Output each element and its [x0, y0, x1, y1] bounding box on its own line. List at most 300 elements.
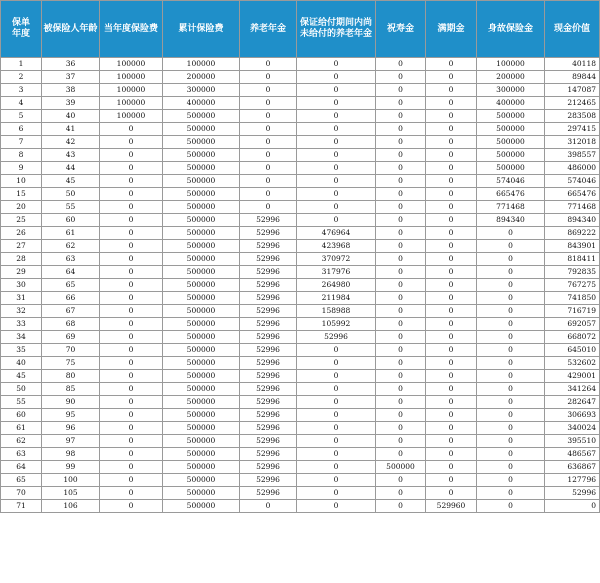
- cell-policy-year: 34: [1, 331, 42, 344]
- cell-insured-age: 36: [42, 58, 100, 71]
- header-insured-age: 被保险人年龄: [42, 1, 100, 58]
- cell-cumulative-premium: 500000: [163, 266, 240, 279]
- cell-annuity: 52996: [240, 357, 297, 370]
- cell-policy-year: 1: [1, 58, 42, 71]
- cell-death-benefit: 0: [477, 500, 545, 513]
- cell-annual-premium: 0: [100, 188, 163, 201]
- cell-maturity-benefit: 0: [426, 201, 477, 214]
- cell-insured-age: 69: [42, 331, 100, 344]
- table-row: [1, 188, 600, 201]
- cell-cumulative-premium: 500000: [163, 461, 240, 474]
- cell-policy-year: 63: [1, 448, 42, 461]
- cell-annual-premium: 100000: [100, 71, 163, 84]
- cell-longevity-benefit: 0: [376, 162, 426, 175]
- cell-maturity-benefit: 0: [426, 253, 477, 266]
- cell-insured-age: 80: [42, 370, 100, 383]
- cell-policy-year: 65: [1, 474, 42, 487]
- table-row: [1, 97, 600, 110]
- cell-cash-value: 894340: [545, 214, 600, 227]
- cell-death-benefit: 0: [477, 344, 545, 357]
- cell-cumulative-premium: 500000: [163, 123, 240, 136]
- cell-unpaid-guaranteed-annuity: 0: [297, 97, 376, 110]
- cell-cumulative-premium: 500000: [163, 188, 240, 201]
- cell-insured-age: 42: [42, 136, 100, 149]
- cell-unpaid-guaranteed-annuity: 52996: [297, 331, 376, 344]
- cell-cumulative-premium: 500000: [163, 279, 240, 292]
- cell-longevity-benefit: 0: [376, 396, 426, 409]
- cell-annuity: 0: [240, 110, 297, 123]
- cell-death-benefit: 0: [477, 474, 545, 487]
- table-row: [1, 84, 600, 97]
- cell-death-benefit: 0: [477, 331, 545, 344]
- cell-cash-value: 429001: [545, 370, 600, 383]
- cell-annuity: 52996: [240, 318, 297, 331]
- cell-cash-value: 52996: [545, 487, 600, 500]
- cell-death-benefit: 0: [477, 461, 545, 474]
- table-row: [1, 500, 600, 513]
- cell-cumulative-premium: 500000: [163, 500, 240, 513]
- cell-annual-premium: 100000: [100, 97, 163, 110]
- cell-annual-premium: 0: [100, 500, 163, 513]
- cell-unpaid-guaranteed-annuity: 370972: [297, 253, 376, 266]
- table-row: [1, 175, 600, 188]
- cell-longevity-benefit: 0: [376, 409, 426, 422]
- header-line: 保单: [11, 18, 30, 28]
- cell-insured-age: 99: [42, 461, 100, 474]
- cell-cash-value: 843901: [545, 240, 600, 253]
- cell-unpaid-guaranteed-annuity: 0: [297, 357, 376, 370]
- cell-cumulative-premium: 500000: [163, 292, 240, 305]
- cell-policy-year: 33: [1, 318, 42, 331]
- cell-annual-premium: 0: [100, 370, 163, 383]
- cell-maturity-benefit: 0: [426, 448, 477, 461]
- cell-insured-age: 65: [42, 279, 100, 292]
- table-row: [1, 435, 600, 448]
- cell-annuity: 52996: [240, 396, 297, 409]
- cell-cumulative-premium: 100000: [163, 58, 240, 71]
- cell-maturity-benefit: 0: [426, 136, 477, 149]
- table-row: [1, 331, 600, 344]
- cell-death-benefit: 200000: [477, 71, 545, 84]
- cell-death-benefit: 0: [477, 266, 545, 279]
- cell-policy-year: 30: [1, 279, 42, 292]
- cell-annuity: 0: [240, 84, 297, 97]
- cell-policy-year: 10: [1, 175, 42, 188]
- cell-maturity-benefit: 0: [426, 396, 477, 409]
- cell-maturity-benefit: 0: [426, 175, 477, 188]
- cell-policy-year: 32: [1, 305, 42, 318]
- cell-policy-year: 60: [1, 409, 42, 422]
- header-line: 年度: [11, 29, 30, 39]
- cell-policy-year: 70: [1, 487, 42, 500]
- table-row: [1, 305, 600, 318]
- cell-cash-value: 486000: [545, 162, 600, 175]
- cell-annuity: 0: [240, 58, 297, 71]
- cell-policy-year: 25: [1, 214, 42, 227]
- cell-annual-premium: 0: [100, 409, 163, 422]
- cell-annuity: 52996: [240, 461, 297, 474]
- cell-unpaid-guaranteed-annuity: 0: [297, 344, 376, 357]
- cell-policy-year: 55: [1, 396, 42, 409]
- cell-annuity: 52996: [240, 253, 297, 266]
- cell-unpaid-guaranteed-annuity: 0: [297, 162, 376, 175]
- cell-annuity: 52996: [240, 279, 297, 292]
- table-row: [1, 383, 600, 396]
- cell-unpaid-guaranteed-annuity: 0: [297, 149, 376, 162]
- cell-unpaid-guaranteed-annuity: 0: [297, 435, 376, 448]
- cell-annuity: 52996: [240, 422, 297, 435]
- cell-cash-value: 212465: [545, 97, 600, 110]
- cell-maturity-benefit: 0: [426, 97, 477, 110]
- cell-annual-premium: 0: [100, 279, 163, 292]
- cell-cumulative-premium: 500000: [163, 487, 240, 500]
- cell-annual-premium: 0: [100, 318, 163, 331]
- cell-insured-age: 62: [42, 240, 100, 253]
- cell-unpaid-guaranteed-annuity: 0: [297, 123, 376, 136]
- cell-insured-age: 105: [42, 487, 100, 500]
- cell-policy-year: 3: [1, 84, 42, 97]
- cell-insured-age: 60: [42, 214, 100, 227]
- cell-cumulative-premium: 500000: [163, 344, 240, 357]
- cell-longevity-benefit: 0: [376, 201, 426, 214]
- cell-annuity: 52996: [240, 487, 297, 500]
- cell-policy-year: 7: [1, 136, 42, 149]
- cell-cumulative-premium: 500000: [163, 448, 240, 461]
- cell-unpaid-guaranteed-annuity: 0: [297, 370, 376, 383]
- cell-policy-year: 5: [1, 110, 42, 123]
- cell-maturity-benefit: 0: [426, 292, 477, 305]
- cell-longevity-benefit: 0: [376, 357, 426, 370]
- table-row: [1, 227, 600, 240]
- cell-longevity-benefit: 0: [376, 110, 426, 123]
- cell-unpaid-guaranteed-annuity: 158988: [297, 305, 376, 318]
- cell-cumulative-premium: 500000: [163, 409, 240, 422]
- cell-longevity-benefit: 0: [376, 500, 426, 513]
- cell-unpaid-guaranteed-annuity: 105992: [297, 318, 376, 331]
- cell-longevity-benefit: 0: [376, 71, 426, 84]
- cell-death-benefit: 665476: [477, 188, 545, 201]
- cell-annual-premium: 0: [100, 396, 163, 409]
- cell-longevity-benefit: 500000: [376, 461, 426, 474]
- cell-death-benefit: 0: [477, 396, 545, 409]
- cell-death-benefit: 500000: [477, 162, 545, 175]
- cell-death-benefit: 0: [477, 227, 545, 240]
- cell-policy-year: 31: [1, 292, 42, 305]
- cell-death-benefit: 0: [477, 240, 545, 253]
- cell-annuity: 52996: [240, 435, 297, 448]
- cell-cash-value: 340024: [545, 422, 600, 435]
- cell-annuity: 0: [240, 500, 297, 513]
- cell-policy-year: 2: [1, 71, 42, 84]
- cell-maturity-benefit: 0: [426, 357, 477, 370]
- cell-unpaid-guaranteed-annuity: 0: [297, 188, 376, 201]
- cell-annuity: 0: [240, 71, 297, 84]
- cell-death-benefit: 0: [477, 370, 545, 383]
- cell-annuity: 52996: [240, 409, 297, 422]
- cell-longevity-benefit: 0: [376, 123, 426, 136]
- cell-death-benefit: 500000: [477, 136, 545, 149]
- cell-annual-premium: 0: [100, 448, 163, 461]
- cell-cash-value: 398557: [545, 149, 600, 162]
- cell-insured-age: 90: [42, 396, 100, 409]
- table-row: [1, 123, 600, 136]
- cell-maturity-benefit: 0: [426, 383, 477, 396]
- cell-cumulative-premium: 500000: [163, 214, 240, 227]
- cell-cumulative-premium: 200000: [163, 71, 240, 84]
- cell-annual-premium: 0: [100, 435, 163, 448]
- cell-insured-age: 50: [42, 188, 100, 201]
- cell-annuity: 52996: [240, 474, 297, 487]
- cell-maturity-benefit: 0: [426, 331, 477, 344]
- cell-insured-age: 106: [42, 500, 100, 513]
- cell-annual-premium: 0: [100, 162, 163, 175]
- cell-cash-value: 771468: [545, 201, 600, 214]
- cell-annual-premium: 0: [100, 292, 163, 305]
- cell-policy-year: 40: [1, 357, 42, 370]
- cell-cumulative-premium: 500000: [163, 136, 240, 149]
- cell-policy-year: 26: [1, 227, 42, 240]
- cell-annual-premium: 100000: [100, 58, 163, 71]
- cell-unpaid-guaranteed-annuity: 0: [297, 214, 376, 227]
- cell-cash-value: 692057: [545, 318, 600, 331]
- cell-annual-premium: 0: [100, 227, 163, 240]
- cell-policy-year: 4: [1, 97, 42, 110]
- cell-annuity: 52996: [240, 227, 297, 240]
- cell-insured-age: 97: [42, 435, 100, 448]
- cell-policy-year: 64: [1, 461, 42, 474]
- cell-maturity-benefit: 0: [426, 266, 477, 279]
- cell-death-benefit: 0: [477, 383, 545, 396]
- cell-insured-age: 37: [42, 71, 100, 84]
- cell-policy-year: 27: [1, 240, 42, 253]
- cell-cash-value: 665476: [545, 188, 600, 201]
- header-maturity-benefit: 满期金: [426, 1, 477, 58]
- cell-longevity-benefit: 0: [376, 97, 426, 110]
- cell-death-benefit: 0: [477, 253, 545, 266]
- cell-death-benefit: 771468: [477, 201, 545, 214]
- cell-unpaid-guaranteed-annuity: 476964: [297, 227, 376, 240]
- cell-maturity-benefit: 0: [426, 58, 477, 71]
- cell-cash-value: 818411: [545, 253, 600, 266]
- cell-cumulative-premium: 500000: [163, 305, 240, 318]
- cell-annual-premium: 100000: [100, 110, 163, 123]
- cell-cumulative-premium: 500000: [163, 110, 240, 123]
- cell-annual-premium: 100000: [100, 84, 163, 97]
- cell-longevity-benefit: 0: [376, 474, 426, 487]
- table-row: [1, 448, 600, 461]
- cell-annuity: 52996: [240, 344, 297, 357]
- cell-unpaid-guaranteed-annuity: 0: [297, 487, 376, 500]
- cell-cumulative-premium: 500000: [163, 422, 240, 435]
- cell-annual-premium: 0: [100, 461, 163, 474]
- cell-maturity-benefit: 0: [426, 409, 477, 422]
- cell-annuity: 52996: [240, 240, 297, 253]
- table-row: [1, 487, 600, 500]
- cell-insured-age: 43: [42, 149, 100, 162]
- cell-insured-age: 40: [42, 110, 100, 123]
- cell-annual-premium: 0: [100, 149, 163, 162]
- header-row: [1, 1, 600, 58]
- cell-longevity-benefit: 0: [376, 149, 426, 162]
- cell-cash-value: 792835: [545, 266, 600, 279]
- header-annual-premium: 当年度保险费: [100, 1, 163, 58]
- cell-policy-year: 8: [1, 149, 42, 162]
- cell-insured-age: 96: [42, 422, 100, 435]
- cell-cumulative-premium: 500000: [163, 383, 240, 396]
- cell-maturity-benefit: 0: [426, 240, 477, 253]
- cell-cash-value: 645010: [545, 344, 600, 357]
- cell-policy-year: 6: [1, 123, 42, 136]
- cell-cash-value: 532602: [545, 357, 600, 370]
- cell-insured-age: 45: [42, 175, 100, 188]
- cell-annual-premium: 0: [100, 175, 163, 188]
- cell-cash-value: 297415: [545, 123, 600, 136]
- cell-annuity: 0: [240, 201, 297, 214]
- cell-maturity-benefit: 0: [426, 435, 477, 448]
- cell-annuity: 0: [240, 188, 297, 201]
- cell-longevity-benefit: 0: [376, 175, 426, 188]
- cell-policy-year: 15: [1, 188, 42, 201]
- cell-insured-age: 85: [42, 383, 100, 396]
- table-row: [1, 214, 600, 227]
- cell-cumulative-premium: 500000: [163, 240, 240, 253]
- cell-maturity-benefit: 0: [426, 84, 477, 97]
- header-longevity-benefit: 祝寿金: [376, 1, 426, 58]
- cell-annual-premium: 0: [100, 266, 163, 279]
- cell-death-benefit: 0: [477, 279, 545, 292]
- cell-longevity-benefit: 0: [376, 448, 426, 461]
- cell-maturity-benefit: 0: [426, 162, 477, 175]
- cell-insured-age: 41: [42, 123, 100, 136]
- cell-maturity-benefit: 0: [426, 149, 477, 162]
- cell-annuity: 0: [240, 162, 297, 175]
- cell-cumulative-premium: 500000: [163, 162, 240, 175]
- cell-longevity-benefit: 0: [376, 188, 426, 201]
- cell-policy-year: 62: [1, 435, 42, 448]
- table-row: [1, 344, 600, 357]
- cell-unpaid-guaranteed-annuity: 0: [297, 409, 376, 422]
- cell-annuity: 0: [240, 136, 297, 149]
- cell-longevity-benefit: 0: [376, 331, 426, 344]
- cell-annual-premium: 0: [100, 331, 163, 344]
- cell-annuity: 52996: [240, 383, 297, 396]
- cell-annual-premium: 0: [100, 123, 163, 136]
- table-row: [1, 279, 600, 292]
- cell-policy-year: 9: [1, 162, 42, 175]
- table-row: [1, 292, 600, 305]
- cell-longevity-benefit: 0: [376, 422, 426, 435]
- cell-insured-age: 95: [42, 409, 100, 422]
- cell-death-benefit: 574046: [477, 175, 545, 188]
- cell-unpaid-guaranteed-annuity: 0: [297, 58, 376, 71]
- cell-unpaid-guaranteed-annuity: 211984: [297, 292, 376, 305]
- cell-insured-age: 39: [42, 97, 100, 110]
- cell-unpaid-guaranteed-annuity: 0: [297, 396, 376, 409]
- cell-death-benefit: 0: [477, 292, 545, 305]
- header-death-benefit: 身故保险金: [477, 1, 545, 58]
- cell-longevity-benefit: 0: [376, 383, 426, 396]
- cell-unpaid-guaranteed-annuity: 0: [297, 383, 376, 396]
- cell-cumulative-premium: 500000: [163, 357, 240, 370]
- cell-annual-premium: 0: [100, 136, 163, 149]
- cell-death-benefit: 894340: [477, 214, 545, 227]
- cell-insured-age: 61: [42, 227, 100, 240]
- cell-longevity-benefit: 0: [376, 292, 426, 305]
- cell-cash-value: 40118: [545, 58, 600, 71]
- cell-cash-value: 668072: [545, 331, 600, 344]
- cell-annual-premium: 0: [100, 201, 163, 214]
- cell-longevity-benefit: 0: [376, 266, 426, 279]
- cell-unpaid-guaranteed-annuity: 0: [297, 84, 376, 97]
- cell-cash-value: 636867: [545, 461, 600, 474]
- cell-longevity-benefit: 0: [376, 240, 426, 253]
- cell-policy-year: 61: [1, 422, 42, 435]
- cell-maturity-benefit: 0: [426, 71, 477, 84]
- table-row: [1, 370, 600, 383]
- cell-death-benefit: 0: [477, 357, 545, 370]
- cell-annuity: 52996: [240, 305, 297, 318]
- cell-longevity-benefit: 0: [376, 279, 426, 292]
- cell-cash-value: 486567: [545, 448, 600, 461]
- cell-death-benefit: 500000: [477, 123, 545, 136]
- table-row: [1, 58, 600, 71]
- cell-unpaid-guaranteed-annuity: 264980: [297, 279, 376, 292]
- cell-maturity-benefit: 0: [426, 123, 477, 136]
- cell-death-benefit: 300000: [477, 84, 545, 97]
- cell-insured-age: 68: [42, 318, 100, 331]
- cell-unpaid-guaranteed-annuity: 0: [297, 422, 376, 435]
- cell-death-benefit: 0: [477, 422, 545, 435]
- cell-maturity-benefit: 0: [426, 305, 477, 318]
- cell-policy-year: 29: [1, 266, 42, 279]
- cell-longevity-benefit: 0: [376, 136, 426, 149]
- cell-cash-value: 0: [545, 500, 600, 513]
- header-policy-year: [1, 1, 42, 58]
- cell-longevity-benefit: 0: [376, 214, 426, 227]
- cell-maturity-benefit: 0: [426, 188, 477, 201]
- cell-policy-year: 50: [1, 383, 42, 396]
- cell-maturity-benefit: 0: [426, 110, 477, 123]
- cell-cash-value: 283508: [545, 110, 600, 123]
- cell-annuity: 52996: [240, 266, 297, 279]
- cell-maturity-benefit: 0: [426, 214, 477, 227]
- cell-cumulative-premium: 500000: [163, 227, 240, 240]
- cell-unpaid-guaranteed-annuity: 0: [297, 461, 376, 474]
- cell-unpaid-guaranteed-annuity: 423968: [297, 240, 376, 253]
- cell-cumulative-premium: 500000: [163, 175, 240, 188]
- cell-insured-age: 66: [42, 292, 100, 305]
- cell-cash-value: 127796: [545, 474, 600, 487]
- cell-death-benefit: 0: [477, 487, 545, 500]
- table-row: [1, 240, 600, 253]
- cell-annuity: 0: [240, 175, 297, 188]
- cell-cash-value: 395510: [545, 435, 600, 448]
- cell-insured-age: 100: [42, 474, 100, 487]
- table-row: [1, 461, 600, 474]
- cell-annuity: 52996: [240, 214, 297, 227]
- cell-longevity-benefit: 0: [376, 318, 426, 331]
- cell-cash-value: 341264: [545, 383, 600, 396]
- cell-death-benefit: 0: [477, 409, 545, 422]
- header-unpaid-guaranteed-annuity: [297, 1, 376, 58]
- header-cumulative-premium: 累计保险费: [163, 1, 240, 58]
- cell-annuity: 52996: [240, 370, 297, 383]
- cell-cash-value: 741850: [545, 292, 600, 305]
- cell-insured-age: 70: [42, 344, 100, 357]
- table-row: [1, 266, 600, 279]
- cell-annuity: 52996: [240, 292, 297, 305]
- cell-death-benefit: 0: [477, 305, 545, 318]
